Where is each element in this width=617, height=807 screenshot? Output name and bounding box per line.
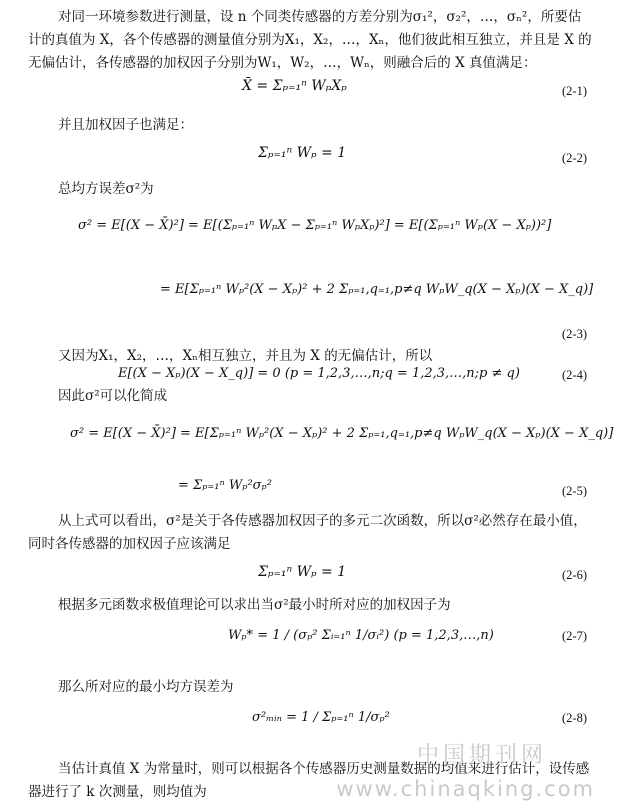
paragraph-extremum: 根据多元函数求极值理论可以求出当σ²最小时所对应的加权因子为	[58, 597, 451, 613]
equation-number-2-6: (2-6)	[562, 568, 587, 582]
equation-2-5-line2: = Σₚ₌₁ⁿ Wₚ²σₚ²	[178, 478, 272, 493]
paragraph-intro: 对同一环境参数进行测量，设 n 个同类传感器的方差分别为σ₁²，σ₂²，…，σₙ²，所要估计的真值为 X，各个传感器的测量值分别为X₁，X₂，…，Xₙ，他们彼此相互独立，并且是 X 的无偏估计，各传感器的加权因子分别为W₁，W₂，…，Wₙ，则融合后的 X 真值满足：	[28, 9, 592, 71]
equation-number-2-4: (2-4)	[562, 368, 587, 382]
watermark-cn: 中国期刊网	[416, 743, 547, 768]
equation-2-4: E[(X − Xₚ)(X − X_q)] = 0 (p = 1,2,3,…,n;q = 1,2,3,…,n;p ≠ q)	[118, 366, 520, 381]
equation-2-2: Σₚ₌₁ⁿ Wₚ = 1	[258, 145, 347, 161]
equation-2-7: Wₚ* = 1 / (σₚ² Σᵢ₌₁ⁿ 1/σᵢ²) (p = 1,2,3,…,n)	[228, 628, 494, 643]
equation-2-3-line2: = E[Σₚ₌₁ⁿ Wₚ²(X − Xₚ)² + 2 Σₚ₌₁,q₌₁,p≠q WₚW_q(X − Xₚ)(X − X_q)]	[160, 282, 594, 297]
equation-2-1: X̄ = Σₚ₌₁ⁿ WₚXₚ	[242, 78, 347, 94]
paragraph-constant-estimate: 当估计真值 X 为常量时，则可以根据各个传感器历史测量数据的均值来进行估计，设传感器进行了 k 次测量，则均值为	[28, 761, 590, 800]
paragraph-min-mse: 那么所对应的最小均方误差为	[58, 679, 234, 695]
equation-number-2-5: (2-5)	[562, 484, 587, 498]
equation-2-3-line1: σ² = E[(X − X̄)²] = E[(Σₚ₌₁ⁿ WₚX − Σₚ₌₁ⁿ WₚXₚ)²] = E[(Σₚ₌₁ⁿ Wₚ(X − Xₚ))²]	[78, 218, 552, 233]
equation-number-2-8: (2-8)	[562, 711, 587, 725]
paragraph-total-mse: 总均方误差σ²为	[58, 181, 154, 197]
equation-2-5-line1: σ² = E[(X − X̄)²] = E[Σₚ₌₁ⁿ Wₚ²(X − Xₚ)² + 2 Σₚ₌₁,q₌₁,p≠q WₚW_q(X − Xₚ)(X − X_q)]	[70, 426, 614, 441]
equation-number-2-1: (2-1)	[562, 84, 587, 98]
equation-number-2-3: (2-3)	[562, 327, 587, 341]
paragraph-weight-constraint: 并且加权因子也满足：	[58, 117, 193, 133]
equation-number-2-2: (2-2)	[562, 151, 587, 165]
watermark-url: www.chinaqking.com	[336, 777, 595, 801]
equation-number-2-7: (2-7)	[562, 629, 587, 643]
paragraph-independence: 又因为X₁，X₂，…，Xₙ相互独立，并且为 X 的无偏估计，所以	[58, 348, 433, 364]
equation-2-6: Σₚ₌₁ⁿ Wₚ = 1	[258, 564, 347, 580]
paragraph-quadratic: 从上式可以看出，σ²是关于各传感器加权因子的多元二次函数，所以σ²必然存在最小值，同时各传感器的加权因子应该满足	[28, 513, 587, 552]
equation-2-8: σ²ₘᵢₙ = 1 / Σₚ₌₁ⁿ 1/σₚ²	[252, 710, 390, 725]
paragraph-simplify: 因此σ²可以化简成	[58, 388, 168, 404]
